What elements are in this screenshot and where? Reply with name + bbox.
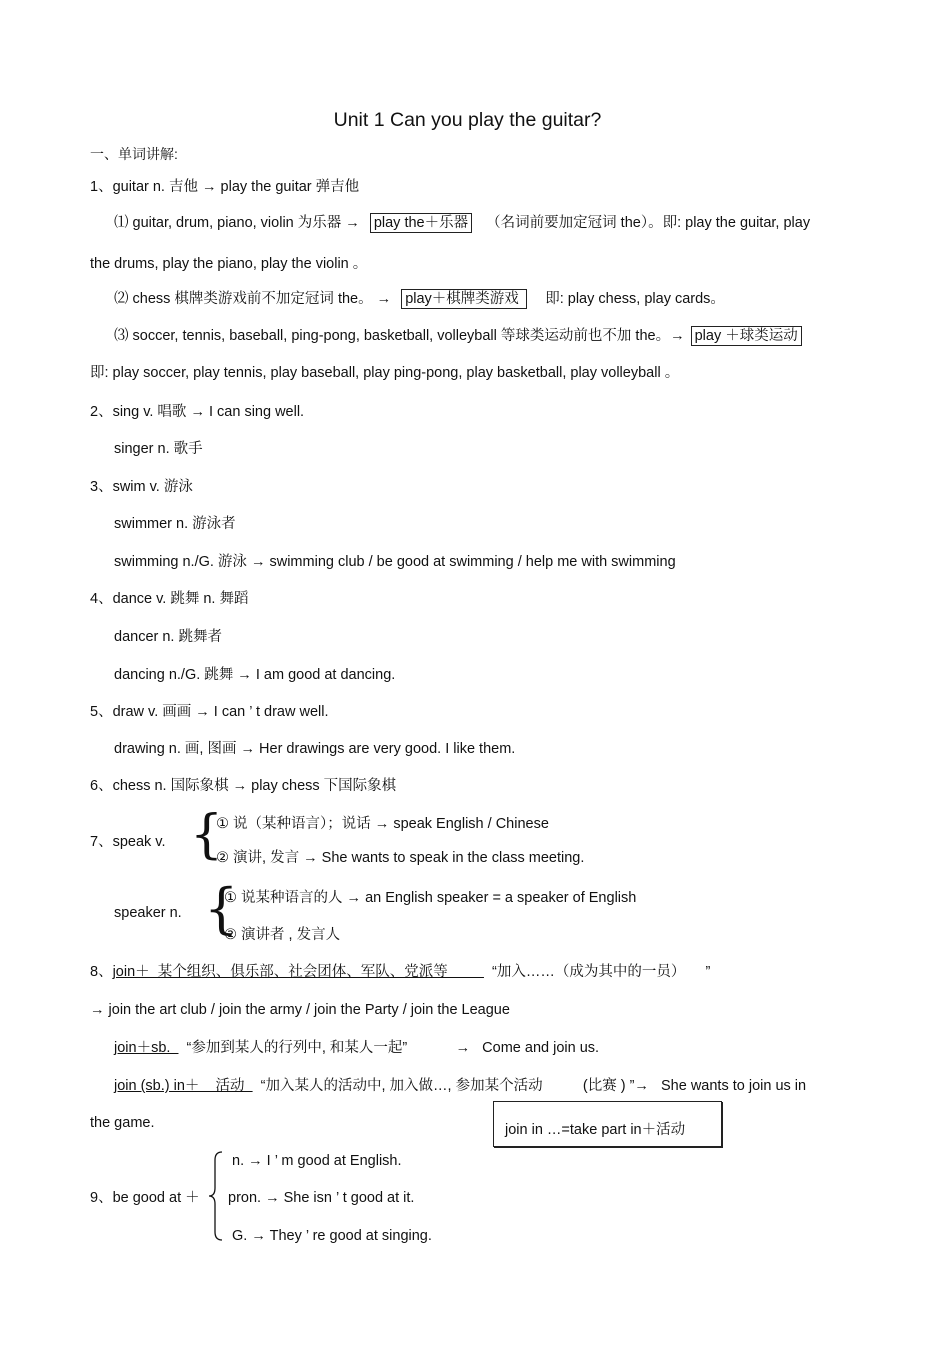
note-1-text: ⑴ guitar, drum, piano, violin 为乐器 → (114, 215, 360, 231)
join-usage-3: join (sb.) in＋ 活动 (114, 1078, 253, 1094)
word-2-heading: 2、sing v. 唱歌 → I can sing well. (90, 404, 305, 420)
brace-speaker-noun: { (204, 877, 239, 940)
note-2-text: ⑵ chess 棋牌类游戏前不加定冠词 the。 → (114, 291, 392, 307)
brace-speak-verb: { (190, 805, 224, 865)
speaker-sense-1: ① 说某种语言的人 → an English speaker = a speaker of English (224, 890, 637, 906)
word-8-examples: → join the art club / join the army / join the Party / join the League (90, 1002, 510, 1018)
note-1-formula-box: play the＋乐器 (370, 213, 472, 233)
speaker-sense-2: ② 演讲者 , 发言人 (224, 927, 341, 943)
word-4-derivative-1: dancer n. 跳舞者 (114, 629, 222, 645)
word-9-heading: 9、be good at ＋ (90, 1190, 200, 1206)
brace-be-good-at (206, 1150, 226, 1242)
be-good-at-option-2: pron. → She isn ’ t good at it. (228, 1190, 415, 1206)
word-5-heading: 5、draw v. 画画 → I can ’ t draw well. (90, 704, 329, 720)
word-4-heading: 4、dance v. 跳舞 n. 舞蹈 (90, 591, 249, 607)
word-3-heading: 3、swim v. 游泳 (90, 479, 193, 495)
word-8-line-1 (90, 963, 710, 981)
join-meaning-2: “参加到某人的行列中, 和某人一起” → Come and join us. (178, 1040, 600, 1056)
note-2-text-2: 即: play chess, play cards。 (545, 291, 725, 307)
be-good-at-option-1: n. → I ’ m good at English. (232, 1153, 402, 1169)
word-8-line-4-cont: the game. (90, 1115, 155, 1131)
word-3-derivative-2: swimming n./G. 游泳 → swimming club / be good at swimming / help me with swimming (114, 554, 676, 570)
word-1-note-3 (114, 326, 802, 346)
speak-verb-sense-1: ① 说（某种语言）；说话 → speak English / Chinese (216, 816, 549, 832)
word-2-derivative: singer n. 歌手 (114, 441, 203, 457)
word-1-note-1 (114, 213, 810, 233)
word-1-note-3-cont: 即: play soccer, play tennis, play baseball, play ping-pong, play basketball, play volleyball 。 (90, 365, 680, 381)
page-title: Unit 1 Can you play the guitar? (333, 109, 602, 131)
join-usage-2: join＋sb. (114, 1040, 179, 1056)
join-meaning-1: “加入……（成为其中的一员） ” (483, 964, 711, 980)
word-7-heading: 7、speak v. (90, 834, 166, 850)
word-1-note-2 (114, 289, 725, 309)
join-meaning-3: “加入某人的活动中, 加入做…, 参加某个活动 (比赛 ) ”→ She wants to join us in (252, 1078, 807, 1094)
word-8-line-3 (114, 1039, 599, 1057)
note-2-formula-box: play＋棋牌类游戏 (401, 289, 527, 309)
join-in-note: join in …=take part in＋活动 (505, 1122, 686, 1138)
section-heading: 一、单词讲解: (90, 146, 178, 162)
word-3-derivative-1: swimmer n. 游泳者 (114, 516, 236, 532)
speaker-heading: speaker n. (114, 905, 182, 921)
note-3-text: ⑶ soccer, tennis, baseball, ping-pong, basketball, volleyball 等球类运动前也不加 the。→ (114, 328, 685, 344)
join-usage-1: join＋ 某个组织、俱乐部、社会团体、军队、党派等 (112, 964, 484, 980)
word-8-line-4 (114, 1077, 806, 1095)
word-1-note-1-cont: the drums, play the piano, play the violin 。 (90, 256, 368, 272)
word-8-number: 8、 (90, 964, 113, 980)
word-1-heading: 1、guitar n. 吉他 → play the guitar 弹吉他 (90, 179, 360, 195)
speak-verb-sense-2: ② 演讲, 发言 → She wants to speak in the class meeting. (216, 850, 585, 866)
word-6-heading: 6、chess n. 国际象棋 → play chess 下国际象棋 (90, 778, 397, 794)
note-3-formula-box: play ＋球类运动 (691, 326, 802, 346)
be-good-at-option-3: G. → They ’ re good at singing. (232, 1228, 432, 1244)
note-1-text-2: （名词前要加定冠词 the）。即: play the guitar, play (486, 215, 811, 231)
word-4-derivative-2: dancing n./G. 跳舞 → I am good at dancing. (114, 667, 396, 683)
word-5-derivative: drawing n. 画, 图画 → Her drawings are very good. I like them. (114, 741, 516, 757)
